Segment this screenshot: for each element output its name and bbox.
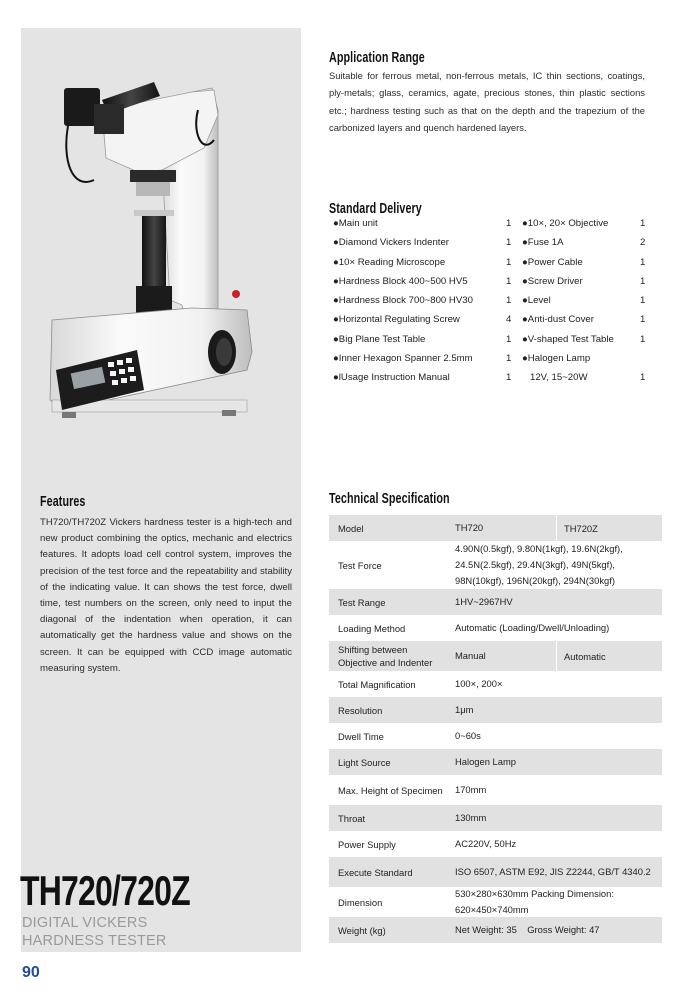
delivery-item-right: ●Screw Driver	[522, 275, 583, 287]
features-heading: Features	[40, 493, 86, 510]
delivery-qty-right: 1	[640, 295, 646, 307]
delivery-item-left: ●Inner Hexagon Spanner 2.5mm	[333, 353, 473, 365]
delivery-item-right: ●Power Cable	[522, 256, 583, 268]
delivery-row	[329, 295, 651, 314]
spec-row	[329, 697, 662, 723]
spec-heading: Technical Specification	[329, 490, 450, 507]
spec-label: Power Supply	[338, 838, 396, 850]
delivery-item-right: ●Anti-dust Cover	[522, 314, 594, 326]
delivery-qty-left: 1	[506, 237, 512, 249]
spec-label: Model	[338, 522, 364, 534]
spec-value: AC220V, 50Hz	[455, 838, 517, 849]
delivery-row	[329, 257, 651, 276]
spec-label: Light Source	[338, 756, 391, 768]
spec-row	[329, 671, 662, 697]
spec-value: 170mm	[455, 784, 487, 795]
spec-value: Net Weight: 35 Gross Weight: 47	[455, 924, 600, 935]
delivery-qty-right: 1	[640, 275, 646, 287]
features-section	[40, 493, 292, 677]
spec-row	[329, 775, 662, 805]
delivery-qty-left: 4	[506, 314, 512, 326]
column-divider	[556, 515, 557, 541]
spec-label: Test Force	[338, 559, 382, 571]
spec-value: 0~60s	[455, 730, 481, 741]
spec-value: ISO 6507, ASTM E92, JIS Z2244, GB/T 4340.2	[455, 866, 651, 877]
product-subtitle	[22, 914, 167, 950]
delivery-qty-left: 1	[506, 333, 512, 345]
spec-row	[329, 641, 662, 671]
delivery-item-left: ●Horizontal Regulating Screw	[333, 314, 460, 326]
delivery-item-left: ●Hardness Block 400~500 HV5	[333, 275, 468, 287]
delivery-heading: Standard Delivery	[329, 200, 422, 217]
spec-label: Test Range	[338, 596, 386, 608]
features-text: TH720/TH720Z Vickers hardness tester is a high-tech and new product combining the optics, mechanic and electrics features. It adopts load cell control system, improves the precision of the test force and the repeatability and stability of the indicating value. It can shows the test force, dwell time, test numbers on the screen, only need to input the diagonal of the indentation when operation, it can automatically get the hardness value and shows on the screen. It can be equipped with CCD image automatic measuring system.	[40, 517, 292, 674]
spec-label: Resolution	[338, 704, 383, 716]
spec-label: Throat	[338, 812, 366, 824]
column-divider	[556, 641, 557, 671]
spec-label: Loading Method	[338, 622, 406, 634]
delivery-qty-left: 1	[506, 275, 512, 287]
delivery-row	[329, 218, 651, 237]
spec-value: Halogen Lamp	[455, 756, 516, 767]
delivery-item-left: ●Diamond Vickers Indenter	[333, 237, 450, 249]
delivery-item-right: ●Halogen Lamp	[522, 353, 591, 365]
delivery-qty-right: 1	[640, 314, 646, 326]
delivery-qty-right: 1	[640, 218, 646, 229]
technical-specification-section	[329, 490, 663, 943]
delivery-list	[329, 218, 651, 392]
application-heading: Application Range	[329, 49, 425, 66]
delivery-qty-left: 1	[506, 218, 512, 229]
delivery-item-left: ●10× Reading Microscope	[333, 256, 446, 268]
delivery-item-right: 12V, 15~20W	[530, 372, 588, 384]
spec-label: Max. Height of Specimen	[338, 784, 443, 796]
spec-value-2: Automatic	[564, 650, 606, 662]
delivery-qty-left: 1	[506, 256, 512, 268]
spec-value: 530×280×630mm Packing Dimension: 620×450×740mm	[455, 888, 617, 915]
delivery-item-left: ●lUsage Instruction Manual	[333, 372, 450, 384]
spec-row	[329, 887, 662, 917]
vickers-tester-photo	[42, 70, 272, 445]
delivery-row	[329, 237, 651, 256]
spec-label: Execute Standard	[338, 866, 413, 878]
spec-label: Weight (kg)	[338, 924, 386, 936]
subtitle-line-1: DIGITAL VICKERS	[22, 915, 148, 931]
delivery-item-left: ●Hardness Block 700~800 HV30	[333, 295, 473, 307]
model-title: TH720/720Z	[20, 868, 190, 915]
application-range-section	[329, 49, 645, 137]
spec-label: Total Magnification	[338, 678, 416, 690]
spec-row	[329, 831, 662, 857]
spec-label: Dimension	[338, 896, 383, 908]
delivery-item-right: ●10×, 20× Objective	[522, 218, 609, 229]
delivery-qty-right: 1	[640, 372, 646, 384]
application-text: Suitable for ferrous metal, non-ferrous metals, IC thin sections, coatings, ply-metals; glass, ceramics, agate, precious stones, thin plastic sections etc.; hardness testing such as that on the depth and the trapezium of the carbonized layers and quench hardened layers.	[329, 70, 645, 134]
page-number: 90	[22, 964, 40, 981]
spec-row	[329, 615, 662, 641]
spec-row	[329, 857, 662, 887]
spec-row	[329, 917, 662, 943]
delivery-item-right: ●V-shaped Test Table	[522, 333, 614, 345]
delivery-row	[329, 276, 651, 295]
spec-value: 1μm	[455, 704, 474, 715]
delivery-item-right: ●Fuse 1A	[522, 237, 564, 249]
standard-delivery-section	[329, 200, 651, 392]
delivery-row	[329, 372, 651, 391]
spec-row	[329, 541, 662, 589]
delivery-item-left: ●Main unit	[333, 218, 378, 229]
delivery-qty-left: 1	[506, 353, 512, 365]
subtitle-line-2: HARDNESS TESTER	[22, 933, 167, 949]
delivery-qty-right: 1	[640, 256, 646, 268]
delivery-row	[329, 334, 651, 353]
spec-row	[329, 805, 662, 831]
spec-row	[329, 515, 662, 541]
spec-value-1: Manual	[455, 650, 486, 661]
delivery-item-right: ●Level	[522, 295, 551, 307]
spec-value: Automatic (Loading/Dwell/Unloading)	[455, 622, 610, 633]
delivery-item-left: ●Big Plane Test Table	[333, 333, 426, 345]
delivery-qty-right: 2	[640, 237, 646, 249]
spec-value: 4.90N(0.5kgf), 9.80N(1kgf), 19.6N(2kgf), 24.5N(2.5kgf), 29.4N(3kgf), 49N(5kgf), 98N(10kgf), 196N(20kgf), 294N(30kgf)	[455, 543, 626, 586]
spec-value: 100×, 200×	[455, 678, 503, 689]
delivery-row	[329, 353, 651, 372]
spec-row	[329, 749, 662, 775]
spec-value-1: TH720	[455, 522, 484, 533]
delivery-row	[329, 314, 651, 333]
spec-value: 1HV~2967HV	[455, 596, 513, 607]
spec-value: 130mm	[455, 812, 487, 823]
spec-value-2: TH720Z	[564, 522, 598, 534]
delivery-qty-left: 1	[506, 295, 512, 307]
spec-table	[329, 515, 663, 943]
spec-label: Dwell Time	[338, 730, 384, 742]
spec-row	[329, 589, 662, 615]
spec-row	[329, 723, 662, 749]
delivery-qty-left: 1	[506, 372, 512, 384]
spec-label: Shifting between Objective and Indenter	[338, 644, 433, 668]
delivery-qty-right: 1	[640, 333, 646, 345]
